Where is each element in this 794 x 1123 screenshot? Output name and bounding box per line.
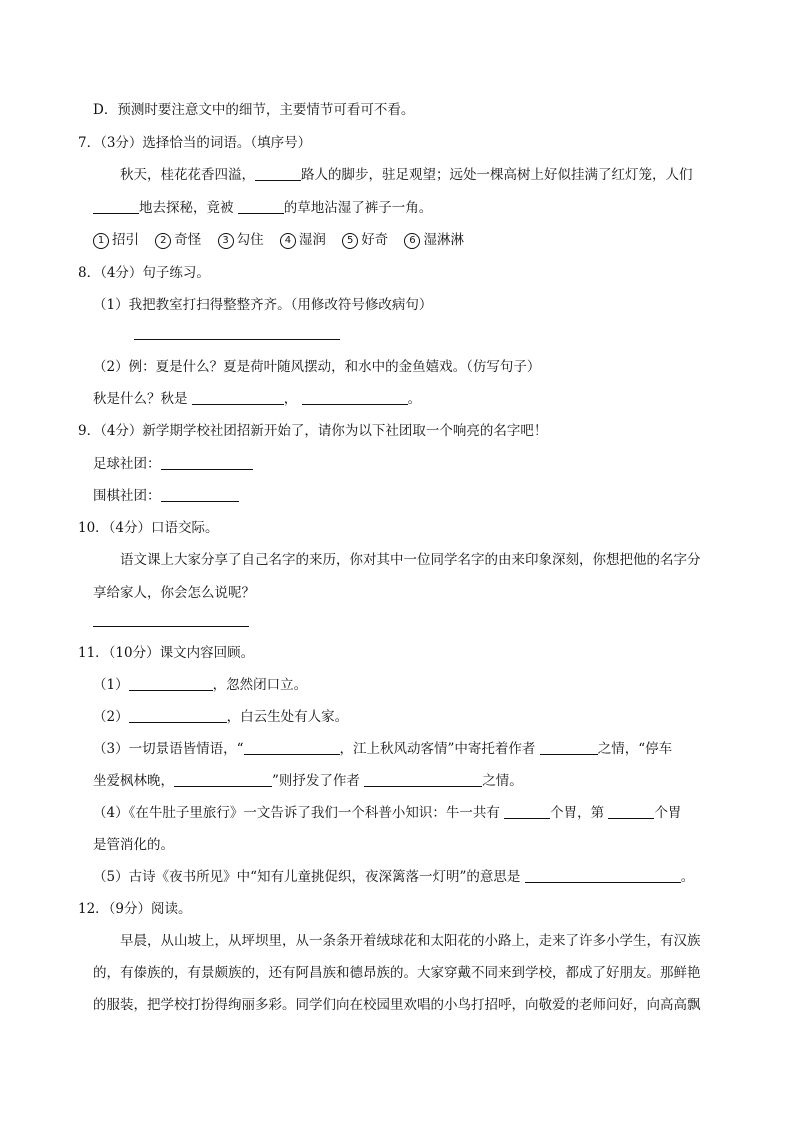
q7-option-1: 1 招引 [93,231,139,249]
q9-football-line [93,455,253,473]
q8-blank-2[interactable] [302,390,408,405]
q7-text: 地去探秘，竟被 [139,200,234,216]
q7-text: 路人的脚步，驻足观望；远处一棵高树上好似挂满了红灯笼，人们 [301,167,693,183]
q9-weiqi-blank[interactable] [161,487,239,502]
q8-header: 8．（4分）句子练习。 [78,265,210,281]
q7-option-6: 6 湿淋淋 [404,231,464,249]
q7-option-3: 3 勾住 [218,231,264,249]
q9-football-label: 足球社团： [93,456,161,472]
q9-football-blank[interactable] [161,455,253,470]
q11-blank-8[interactable] [608,804,654,819]
q11-blank-9[interactable] [525,868,681,883]
q11-blank-5[interactable] [174,772,272,787]
q8-sentence-1: （1）我把教室打扫得整整齐齐。（用修改符号修改病句） [93,297,433,313]
q7-text: 的草地沾湿了裤子一角。 [283,200,433,216]
q10-header: 10．（4分）口语交际。 [78,520,219,536]
q11-item-2: （2） ，白云生处有人家。 [93,709,349,725]
q11-item-1: （1） ，忽然闭口立。 [93,677,308,693]
q11-blank-4[interactable] [540,740,598,755]
q12-paragraph-line-3: 的服装，把学校打扮得绚丽多彩。同学们向在校园里欢唱的小鸟打招呼，向敬爱的老师问好，向高高飘 [93,997,701,1013]
q12-paragraph-line-2: 的，有傣族的，有景颇族的，还有阿昌族和德昂族的。大家穿戴不同来到学校，都成了好朋友。那鲜艳 [93,965,701,981]
q7-header: 7．（3分）选择恰当的词语。（填序号） [78,135,312,151]
q8-imitate-line [93,390,421,408]
q11-blank-6[interactable] [364,772,482,787]
q7-para-line-2 [93,199,432,217]
q8-comma: ， [283,391,298,407]
q9-header: 9．（4分）新学期学校社团招新开始了，请你为以下社团取一个响亮的名字吧！ [78,423,548,439]
q9-weiqi-label: 围棋社团： [93,488,161,504]
q11-item-3-line-1: （3）一切景语皆情语，“ ，江上秋风动客情”中寄托着作者 之情，“停车 [93,741,673,757]
q11-header: 11．（10分）课文内容回顾。 [78,645,255,661]
q8-sentence-2: （2）例：夏是什么？夏是荷叶随风摆动，和水中的金鱼嬉戏。（仿写句子） [93,359,541,375]
q7-option-4: 4 湿润 [280,231,326,249]
q7-option-2: 2 奇怪 [155,231,201,249]
q10-answer-line[interactable] [93,626,249,627]
q7-text: 秋天，桂花花香四溢， [120,167,255,183]
q7-options [93,231,476,249]
q10-paragraph-line-1: 语文课上大家分享了自己名字的来历，你对其中一位同学名字的由来印象深刻，你想把他的名字分 [120,552,701,568]
q11-item-4-line-2: 是管消化的。 [93,837,174,853]
q10-paragraph-line-2: 享给家人，你会怎么说呢？ [93,585,255,601]
q12-paragraph-line-1: 早晨，从山坡上，从坪坝里，从一条条开着绒球花和太阳花的小路上，走来了许多小学生，有汉族 [120,933,701,949]
q11-blank-1[interactable] [129,676,213,691]
q8-answer-line-1[interactable] [134,339,340,340]
q7-blank-2[interactable] [93,199,139,214]
q11-blank-2[interactable] [129,708,227,723]
q7-para-line-1 [120,166,693,184]
q12-header: 12．（9分）阅读。 [78,901,192,917]
q8-period: 。 [407,391,422,407]
q7-blank-3[interactable] [238,199,284,214]
q11-blank-3[interactable] [244,740,340,755]
q9-weiqi-line [93,487,239,505]
q6-option-d: D．预测时要注意文中的细节，主要情节可看可不看。 [93,102,415,118]
q7-option-5: 5 好奇 [342,231,388,249]
q11-item-3-line-2: 坐爱枫林晚， ”则抒发了作者 之情。 [93,773,523,789]
q11-item-5: （5）古诗《夜书所见》中“知有儿童挑促织，夜深篱落一灯明”的意思是 。 [93,869,695,885]
q11-blank-7[interactable] [504,804,550,819]
q11-item-4-line-1: （4）《在牛肚子里旅行》一文告诉了我们一个科普小知识：牛一共有 个胃，第 个胃 [93,805,682,821]
q8-prefix: 秋是什么？秋是 [93,391,188,407]
q7-blank-1[interactable] [255,166,301,181]
q8-blank-1[interactable] [192,390,284,405]
